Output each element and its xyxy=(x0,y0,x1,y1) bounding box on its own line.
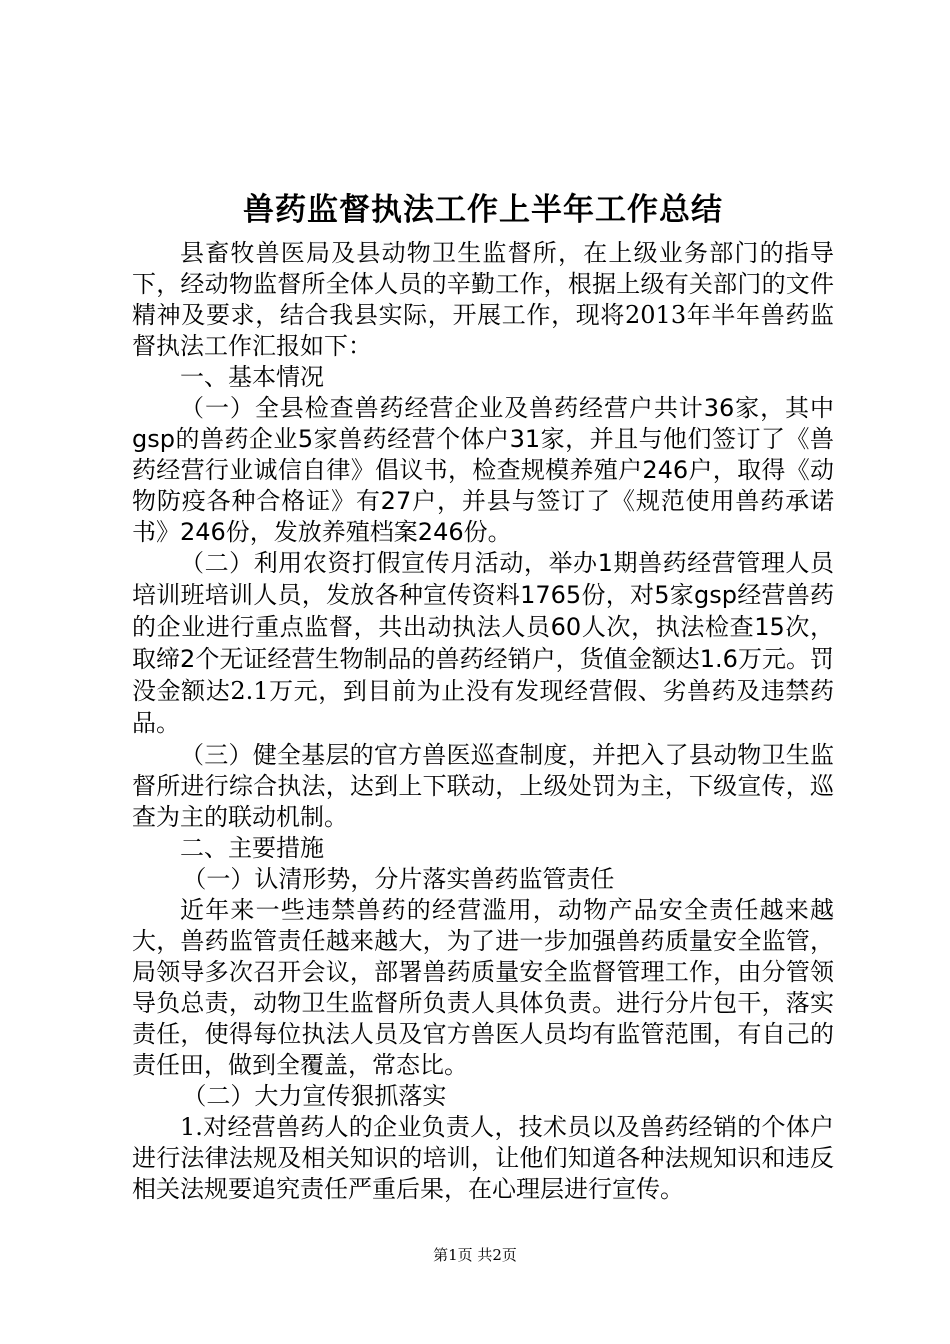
subheading-publicity: （二）大力宣传狠抓落实 xyxy=(182,1082,447,1110)
intro-paragraph: 县畜牧兽医局及县动物卫生监督所，在上级业务部门的指导下，经动物监督所全体人员的辛勤工作，根据上级有关部门的文件精神及要求，结合我县实际，开展工作，现将2013年半年兽药监督执法工作汇报如下： xyxy=(132,239,834,360)
section-heading-basic-situation: 一、基本情况 xyxy=(180,363,324,391)
measures-paragraph-2: 1.对经营兽药人的企业负责人，技术员以及兽药经销的个体户进行法律法规及相关知识的培训，让他们知道各种法规知识和违反相关法规要追究责任严重后果，在心理层进行宣传。 xyxy=(132,1113,834,1203)
subheading-responsibility: （一）认清形势，分片落实兽药监管责任 xyxy=(182,865,615,893)
basic-situation-paragraph-2 xyxy=(132,548,834,740)
paragraph-2-serif-part: 罚没金额达2.1万元，到目前为止没有发现经营假、劣兽药及违禁药品。 xyxy=(132,645,834,737)
paragraph-2-sans-part: （二）利用农资打假宣传月活动，举办1期兽药经营管理人员培训班培训人员，发放各种宣传资料1765份，对5家gsp经营兽药的企业进行重点监督，共出动执法人员60人次，执法检查15次，取缔2个无证经营生物制品的兽药经销户，货值金额达1.6万元。 xyxy=(132,549,834,673)
page-number-footer: 第1页 共2页 xyxy=(433,1246,517,1264)
basic-situation-paragraph-1: （一）全县检查兽药经营企业及兽药经营户共计36家，其中gsp的兽药企业5家兽药经营个体户31家，并且与他们签订了《兽药经营行业诚信自律》倡议书，检查规模养殖户246户，取得《动物防疫各种合格证》有27户，并县与签订了《规范使用兽药承诺书》246份，发放养殖档案246份。 xyxy=(132,394,834,546)
document-page xyxy=(132,182,834,1205)
document-title: 兽药监督执法工作上半年工作总结 xyxy=(243,192,723,228)
measures-paragraph-1: 近年来一些违禁兽药的经营滥用，动物产品安全责任越来越大，兽药监管责任越来越大，为了进一步加强兽药质量安全监管，局领导多次召开会议，部署兽药质量安全监督管理工作，由分管领导负总责，动物卫生监督所负责人具体负责。进行分片包干，落实责任，使得每位执法人员及官方兽医人员均有监管范围，有自己的责任田，做到全覆盖，常态比。 xyxy=(132,896,834,1079)
section-heading-main-measures: 二、主要措施 xyxy=(180,834,324,862)
basic-situation-paragraph-3: （三）健全基层的官方兽医巡查制度，并把入了县动物卫生监督所进行综合执法，达到上下联动，上级处罚为主，下级宣传，巡查为主的联动机制。 xyxy=(132,741,834,831)
